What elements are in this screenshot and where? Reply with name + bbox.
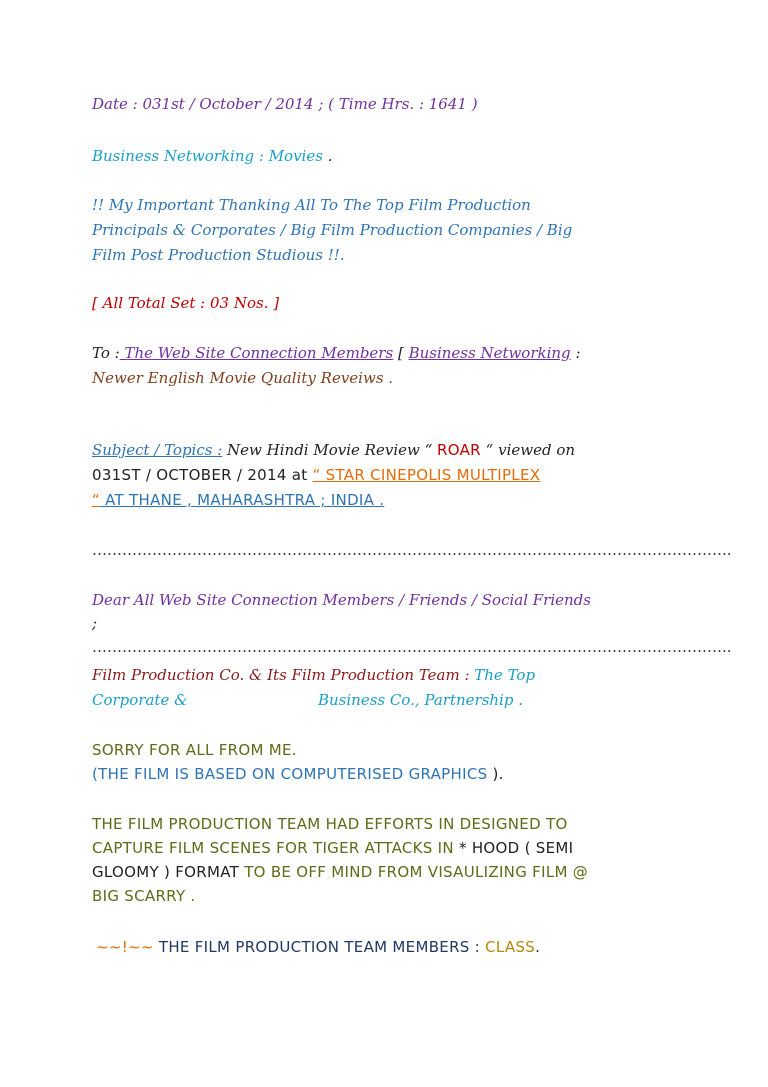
subject-date: 031ST / OCTOBER / 2014 at — [92, 466, 313, 484]
subject-location[interactable]: AT THANE , MAHARASHTRA ; INDIA . — [100, 491, 385, 509]
based-text: (THE FILM IS BASED ON COMPUTERISED GRAPHICS — [92, 765, 493, 783]
effort-line-2 — [92, 838, 682, 858]
film-co-line-1 — [92, 665, 682, 685]
sorry-line: SORRY FOR ALL FROM ME. — [92, 741, 297, 759]
based-line — [92, 764, 682, 784]
total-set-line: [ All Total Set : 03 Nos. ] — [92, 294, 280, 312]
date-line: Date : 031st / October / 2014 ; ( Time Hrs. : 1641 ) — [92, 95, 478, 113]
to-business-networking-link[interactable]: Business Networking — [408, 344, 571, 362]
subject-text-2: “ viewed on — [480, 441, 576, 459]
effort-hood: * HOOD ( SEMI — [458, 839, 574, 857]
business-networking-line — [92, 146, 682, 166]
members-dot: . — [535, 938, 541, 956]
effort-gloomy: GLOOMY ) FORMAT — [92, 863, 245, 881]
dear-line-1: Dear All Web Site Connection Members / Friends / Social Friends — [92, 591, 591, 609]
based-close: ). — [492, 765, 504, 783]
film-co-partnership: Business Co., Partnership . — [318, 691, 523, 709]
subject-roar: ROAR — [437, 441, 481, 459]
dear-line-2: ; — [92, 614, 98, 632]
effort-visualizing: TO BE OFF MIND FROM VISAULIZING FILM @ — [244, 863, 589, 881]
divider-dots-2: ……………………………………………………………………………………………………………….. — [92, 638, 732, 656]
thanks-line-3: Film Post Production Studious !!. — [92, 246, 345, 264]
subject-label: Subject / Topics : — [92, 441, 223, 459]
subject-text-1: New Hindi Movie Review “ — [222, 441, 438, 459]
members-tilde: ~~!~~ — [96, 938, 159, 956]
to-line — [92, 343, 682, 363]
effort-line-4: BIG SCARRY . — [92, 887, 196, 905]
effort-capture: CAPTURE FILM SCENES FOR TIGER ATTACKS IN — [92, 839, 459, 857]
subject-line-2 — [92, 465, 682, 485]
members-text: THE FILM PRODUCTION TEAM MEMBERS : — [158, 938, 486, 956]
to-bracket: [ — [393, 344, 409, 362]
thanks-line-2: Principals & Corporates / Big Film Production Companies / Big — [92, 221, 573, 239]
business-networking-dot: . — [322, 147, 333, 165]
subject-venue[interactable]: “ STAR CINEPOLIS MULTIPLEX — [312, 466, 541, 484]
to-line-2: Newer English Movie Quality Reveiws . — [92, 369, 394, 387]
members-class: CLASS — [485, 938, 536, 956]
film-co-line-2 — [92, 690, 682, 710]
divider-dots-1: ……………………………………………………………………………………………………………….. — [92, 541, 732, 559]
business-networking-text: Business Networking : Movies — [92, 147, 323, 165]
film-co-top: The Top — [469, 666, 536, 684]
to-colon: : — [570, 344, 581, 362]
members-line — [96, 937, 686, 957]
film-co-corporate: Corporate & — [92, 691, 188, 709]
thanks-line-1: !! My Important Thanking All To The Top Film Production — [92, 196, 531, 214]
subject-quote: “ — [92, 491, 101, 509]
effort-line-3 — [92, 862, 682, 882]
subject-line-1 — [92, 440, 682, 460]
to-prefix: To : — [92, 344, 120, 362]
effort-line-1: THE FILM PRODUCTION TEAM HAD EFFORTS IN DESIGNED TO — [92, 815, 568, 833]
film-co-text: Film Production Co. & Its Film Production Team : — [92, 666, 470, 684]
subject-line-3 — [92, 490, 682, 510]
to-members-link[interactable]: The Web Site Connection Members — [119, 344, 394, 362]
